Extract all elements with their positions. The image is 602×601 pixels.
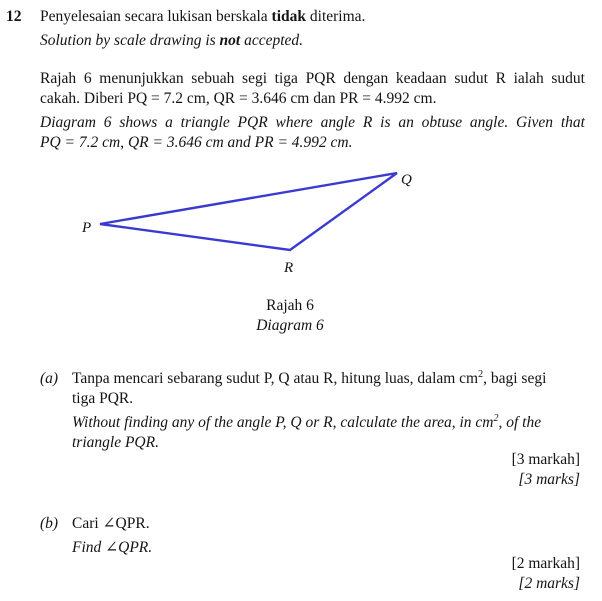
intro-malay-line-2: cakah. Diberi PQ = 7.2 cm, QR = 3.646 cm dan PR = 4.992 cm. [40,90,437,107]
part-a-english-line-2: triangle PQR. [72,434,159,451]
part-a-marks-english: [3 marks] [518,471,580,488]
part-b-malay: Cari ∠QPR. [72,515,150,532]
question-number: 12 [6,8,22,25]
vertex-label-r: R [284,260,294,276]
instruction-english: Solution by scale drawing is not accepted. [40,32,304,49]
diagram-caption-malay: Rajah 6 [266,297,314,314]
intro-english-line-2: PQ = 7.2 cm, QR = 3.646 cm and PR = 4.992 cm. [40,134,353,151]
part-a-malay-line-2: tiga PQR. [72,390,134,407]
emphasis-not: not [219,32,241,49]
part-a-marks-malay: [3 markah] [511,451,580,468]
vertex-label-q: Q [401,172,412,188]
intro-malay-line-1: Rajah 6 menunjukkan sebuah segi tiga PQR dengan keadaan sudut R ialah sudut [40,70,585,87]
part-b-label: (b) [40,515,59,532]
diagram-caption-english: Diagram 6 [256,317,324,334]
intro-english-line-1: Diagram 6 shows a triangle PQR where angle R is an obtuse angle. Given that [40,114,585,131]
part-a-label: (a) [40,370,59,387]
part-b-marks-english: [2 marks] [518,575,580,592]
part-a-english-line-1: Without finding any of the angle P, Q or R, calculate the area, in $cm^2$, of the [72,412,542,431]
triangle-pqr [100,173,397,250]
emphasis-tidak: tidak [271,8,307,25]
vertex-label-p: P [82,220,92,236]
instruction-malay: Penyelesaian secara lukisan berskala tidak diterima. [40,8,366,25]
part-b-marks-malay: [2 markah] [511,555,580,572]
part-a-malay-line-1: Tanpa mencari sebarang sudut P, Q atau R, hitung luas, dalam $cm^2$, bagi segi [72,368,547,387]
part-b-english: Find ∠QPR. [72,539,153,556]
